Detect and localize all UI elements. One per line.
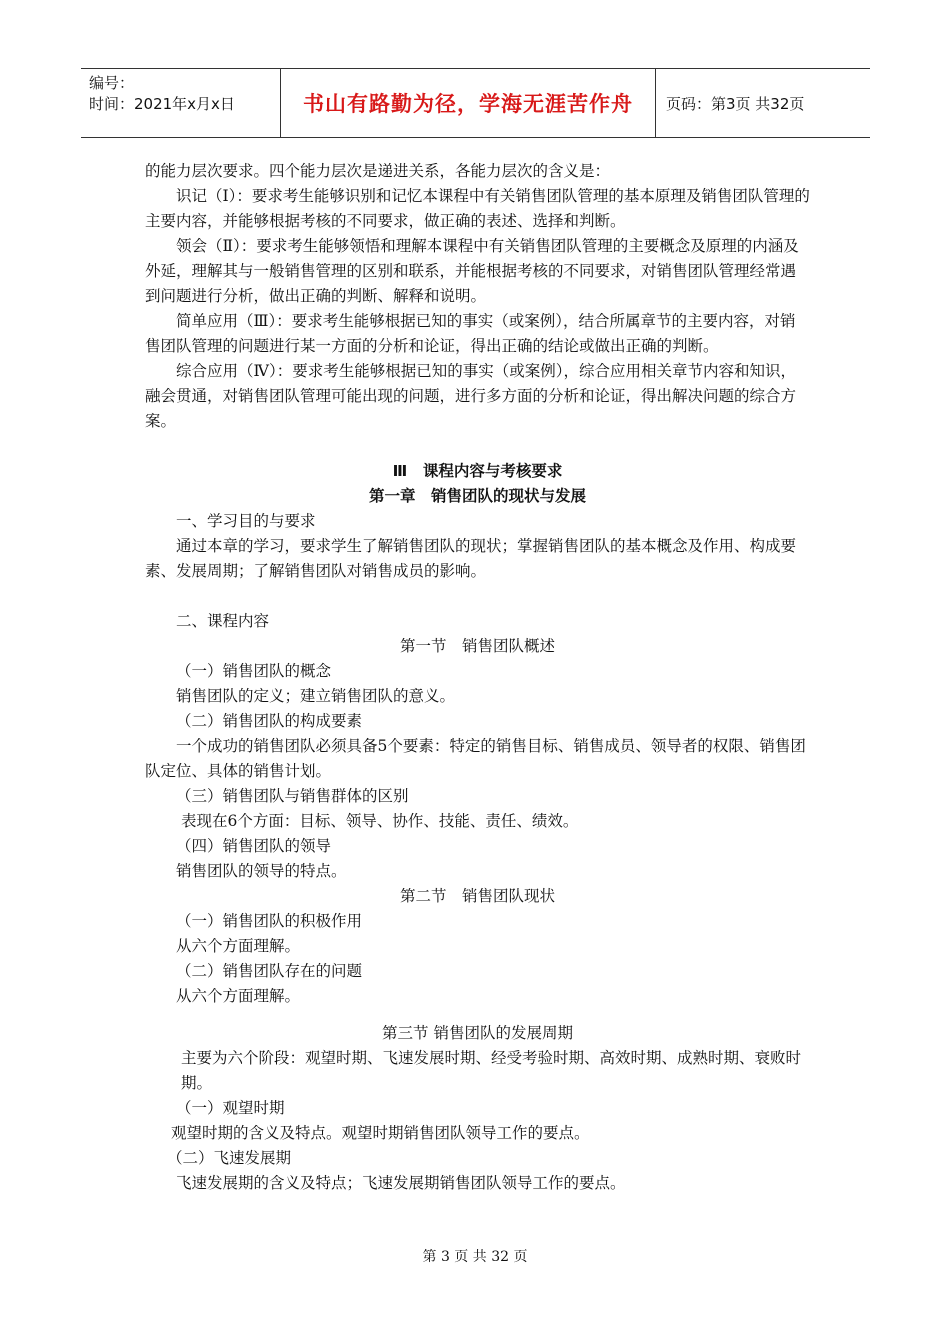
subheading: 二、课程内容: [176, 612, 270, 630]
subheading: 一、学习目的与要求: [176, 512, 316, 530]
item-heading: （二）飞速发展期: [167, 1149, 292, 1167]
header-meta: [81, 69, 281, 137]
item-text: 观望时期的含义及特点。观望时期销售团队领导工作的要点。: [171, 1124, 590, 1142]
item-text: 销售团队的领导的特点。: [176, 862, 347, 880]
page-footer: 第 3 页 共 32 页: [422, 1249, 528, 1265]
item-heading: （四）销售团队的领导: [176, 837, 332, 855]
item-heading: （二）销售团队存在的问题: [176, 962, 363, 980]
paragraph: 主要为六个阶段：观望时期、飞速发展时期、经受考验时期、高效时期、成熟时期、衰败时期。: [181, 1049, 802, 1092]
item-text: 飞速发展期的含义及特点；飞速发展期销售团队领导工作的要点。: [176, 1174, 626, 1192]
item-text: 销售团队的定义；建立销售团队的意义。: [176, 687, 456, 705]
item-heading: （一）销售团队的概念: [176, 662, 332, 680]
document-body: [145, 159, 810, 1196]
header-page-label: 页码：第3页 共32页: [666, 94, 805, 113]
section-heading: 第一节 销售团队概述: [399, 637, 555, 655]
item-text: 表现在6个方面：目标、领导、协作、技能、责任、绩效。: [181, 812, 579, 830]
item-heading: （三）销售团队与销售群体的区别: [176, 787, 409, 805]
chapter-title: 第一章 销售团队的现状与发展: [368, 487, 586, 505]
section-heading: 第二节 销售团队现状: [399, 887, 555, 905]
spacer: [145, 434, 810, 459]
item-heading: （一）销售团队的积极作用: [176, 912, 363, 930]
paragraph: 的能力层次要求。四个能力层次是递进关系，各能力层次的含义是：: [145, 162, 611, 180]
item-heading: （二）销售团队的构成要素: [176, 712, 363, 730]
item-text: 从六个方面理解。: [176, 937, 301, 955]
item-heading: （一）观望时期: [176, 1099, 285, 1117]
doc-time-label: 时间：2021年x月x日: [89, 95, 235, 113]
doc-code-label: 编号：: [89, 74, 135, 92]
spacer: [145, 1009, 810, 1021]
paragraph: 简单应用（Ⅲ）：要求考生能够根据已知的事实（或案例），结合所属章节的主要内容，对销售团队管理的问题进行某一方面的分析和论证，得出正确的结论或做出正确的判断。: [145, 312, 796, 355]
header-motto: 书山有路勤为径，学海无涯苦作舟: [281, 69, 656, 137]
spacer: [145, 584, 810, 609]
section-heading: 第三节 销售团队的发展周期: [382, 1024, 573, 1042]
item-text: 从六个方面理解。: [176, 987, 301, 1005]
item-text: 一个成功的销售团队必须具备5个要素：特定的销售目标、销售成员、领导者的权限、销售团队定位、具体的销售计划。: [145, 737, 806, 780]
page-header: [81, 68, 870, 138]
section-title: Ⅲ 课程内容与考核要求: [392, 462, 563, 480]
paragraph: 识记（Ⅰ）：要求考生能够识别和记忆本课程中有关销售团队管理的基本原理及销售团队管理的主要内容，并能够根据考核的不同要求，做正确的表述、选择和判断。: [145, 187, 810, 230]
paragraph: 综合应用（Ⅳ）：要求考生能够根据已知的事实（或案例），综合应用相关章节内容和知识，融会贯通，对销售团队管理可能出现的问题，进行多方面的分析和论证，得出解决问题的综合方案。: [145, 362, 797, 430]
paragraph: 领会（Ⅱ）：要求考生能够领悟和理解本课程中有关销售团队管理的主要概念及原理的内涵及外延，理解其与一般销售管理的区别和联系，并能根据考核的不同要求，对销售团队管理经常遇到问题进行分析，做出正确的判断、解释和说明。: [145, 237, 799, 305]
paragraph: 通过本章的学习，要求学生了解销售团队的现状；掌握销售团队的基本概念及作用、构成要素、发展周期；了解销售团队对销售成员的影响。: [145, 537, 797, 580]
